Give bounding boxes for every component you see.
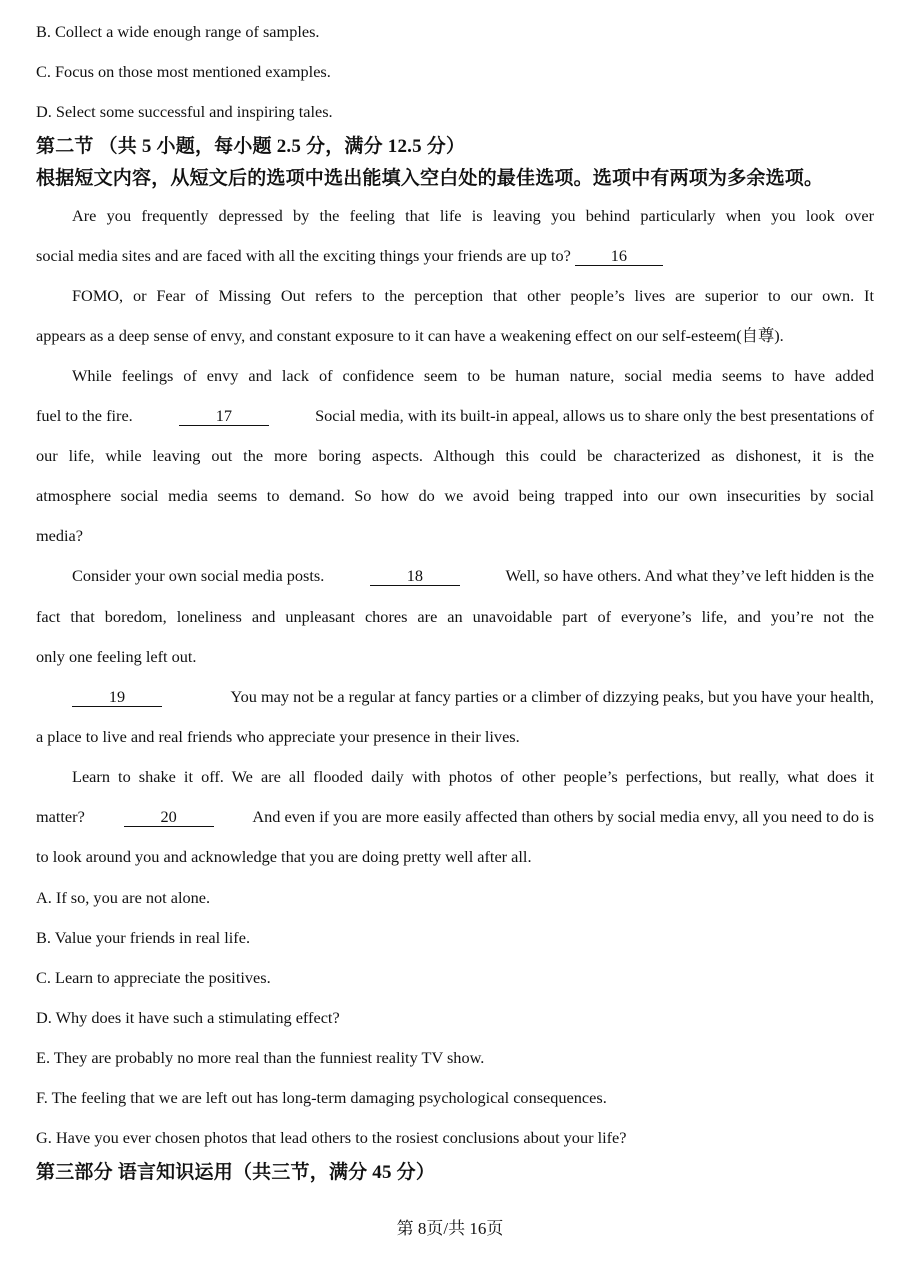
passage-line [36, 806, 874, 828]
passage-line: appears as a deep sense of envy, and constant exposure to it can have a weakening effect on our self-esteem(自尊). [36, 326, 784, 345]
passage-line: Learn to shake it off. We are all flooded daily with photos of other people’s perfections, but really, what does it [72, 767, 874, 786]
blank-16: 16 [575, 246, 663, 266]
part3-title: 第三部分 语言知识运用（共三节，满分 45 分） [36, 1162, 436, 1183]
passage-text: Social media, with its built-in appeal, allows us to share only the best presentations of [315, 406, 874, 425]
option-b: B. Value your friends in real life. [36, 928, 251, 947]
passage-line [72, 686, 874, 708]
page-number: 第 8页/共 16页 [396, 1219, 504, 1238]
passage-line [72, 565, 874, 587]
section2-instruction: 根据短文内容，从短文后的选项中选出能填入空白处的最佳选项。选项中有两项为多余选项。 [36, 168, 824, 189]
option-a: A. If so, you are not alone. [36, 888, 211, 907]
passage-line: a place to live and real friends who appreciate your presence in their lives. [36, 727, 520, 746]
passage-line [36, 405, 874, 427]
passage-line: to look around you and acknowledge that you are doing pretty well after all. [36, 847, 532, 866]
passage-text: Well, so have others. And what they’ve left hidden is the [505, 566, 874, 585]
passage-line [36, 245, 874, 267]
section2-title: 第二节 （共 5 小题，每小题 2.5 分，满分 12.5 分） [36, 136, 466, 157]
blank-17: 17 [179, 406, 269, 426]
passage-text: social media sites and are faced with all the exciting things your friends are up to? [36, 246, 571, 265]
passage-text: And even if you are more easily affected than others by social media envy, all you need to do is [252, 807, 874, 826]
passage-text: Consider your own social media posts. [72, 566, 325, 585]
passage-line: While feelings of envy and lack of confidence seem to be human nature, social media seems to have added [72, 366, 874, 385]
prev-option-d: D. Select some successful and inspiring tales. [36, 102, 333, 121]
option-c: C. Learn to appreciate the positives. [36, 968, 271, 987]
option-e: E. They are probably no more real than the funniest reality TV show. [36, 1048, 485, 1067]
passage-line: only one feeling left out. [36, 647, 197, 666]
passage-text: fuel to the fire. [36, 406, 133, 425]
passage-line: our life, while leaving out the more boring aspects. Although this could be characterized as dishonest, it is the [36, 446, 874, 465]
blank-18: 18 [370, 566, 460, 586]
blank-20: 20 [124, 807, 214, 827]
passage-line: Are you frequently depressed by the feeling that life is leaving you behind particularly when you look over [72, 206, 874, 225]
option-d: D. Why does it have such a stimulating effect? [36, 1008, 340, 1027]
passage-line: fact that boredom, loneliness and unpleasant chores are an unavoidable part of everyone’s life, and you’re not the [36, 607, 874, 626]
blank-19: 19 [72, 687, 162, 707]
passage-line: FOMO, or Fear of Missing Out refers to the perception that other people’s lives are superior to our own. It [72, 286, 874, 305]
prev-option-c: C. Focus on those most mentioned examples. [36, 62, 331, 81]
passage-line: atmosphere social media seems to demand. So how do we avoid being trapped into our own insecurities by social [36, 486, 874, 505]
prev-option-b: B. Collect a wide enough range of samples. [36, 22, 320, 41]
passage-line: media? [36, 526, 84, 545]
passage-text: matter? [36, 807, 85, 826]
option-f: F. The feeling that we are left out has long-term damaging psychological consequences. [36, 1088, 607, 1107]
passage-text: You may not be a regular at fancy parties or a climber of dizzying peaks, but you have your health, [230, 687, 874, 706]
option-g: G. Have you ever chosen photos that lead others to the rosiest conclusions about your life? [36, 1128, 627, 1147]
